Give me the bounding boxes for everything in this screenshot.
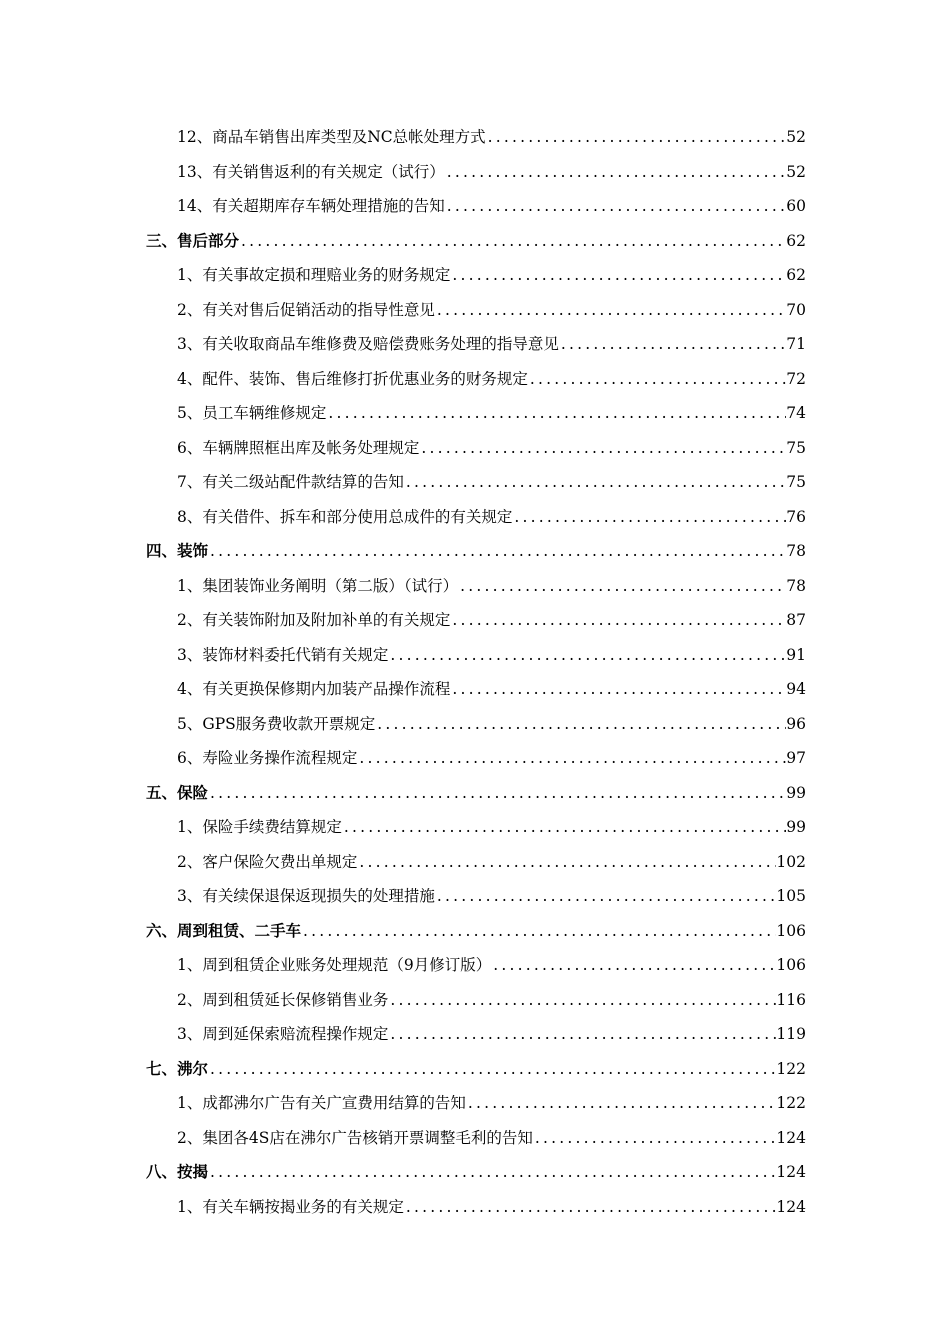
toc-item[interactable]	[146, 362, 806, 397]
toc-dot-leader	[528, 362, 786, 397]
toc-item[interactable]	[146, 603, 806, 638]
toc-page-number: 105	[776, 887, 806, 905]
toc-item-title: 4、有关更换保修期内加装产品操作流程	[177, 680, 451, 698]
toc-item-title: 6、车辆牌照框出库及帐务处理规定	[177, 438, 420, 457]
toc-item-title: 3、有关续保退保返现损失的处理措施	[177, 887, 435, 905]
toc-item[interactable]	[146, 155, 806, 190]
toc-page-number: 102	[776, 852, 806, 871]
toc-dot-leader	[326, 396, 786, 431]
toc-item-title: 5、员工车辆维修规定	[177, 404, 327, 422]
toc-dot-leader	[445, 155, 787, 190]
toc-dot-leader	[445, 189, 787, 224]
toc-item-title: 3、装饰材料委托代销有关规定	[177, 645, 389, 664]
toc-section-heading[interactable]	[146, 1052, 806, 1087]
toc-dot-leader	[491, 948, 776, 983]
toc-item-title: 8、有关借件、拆车和部分使用总成件的有关规定	[177, 507, 513, 526]
toc-item-title: 1、有关事故定损和理赔业务的财务规定	[177, 266, 451, 284]
toc-page-number: 119	[776, 1025, 806, 1043]
toc-item[interactable]	[146, 189, 806, 224]
toc-item-title: 3、周到延保索赔流程操作规定	[177, 1025, 389, 1043]
toc-page-number: 62	[786, 266, 806, 284]
toc-item-title: 12、商品车销售出库类型及NC总帐处理方式	[177, 128, 486, 146]
toc-dot-leader	[208, 534, 786, 569]
toc-item[interactable]	[146, 327, 806, 362]
toc-dot-leader	[208, 776, 786, 811]
toc-section-heading[interactable]	[146, 534, 806, 569]
toc-dot-leader	[533, 1121, 777, 1156]
toc-page-number: 124	[776, 1197, 806, 1216]
toc-page-number: 70	[786, 300, 806, 319]
toc-page-number: 74	[786, 404, 806, 422]
toc-item-title: 5、GPS服务费收款开票规定	[177, 714, 376, 733]
toc-dot-leader	[404, 1190, 777, 1225]
toc-item-title: 2、客户保险欠费出单规定	[177, 852, 358, 871]
toc-item-title: 七、沸尔	[146, 1058, 209, 1078]
toc-page-number: 97	[786, 749, 806, 767]
toc-page-number: 96	[786, 714, 806, 733]
toc-page-number: 99	[786, 783, 806, 802]
toc-dot-leader	[357, 845, 776, 880]
toc-dot-leader	[388, 1017, 776, 1052]
toc-item-title: 4、配件、装饰、售后维修打折优惠业务的财务规定	[177, 369, 528, 388]
toc-dot-leader	[458, 569, 786, 604]
toc-dot-leader	[342, 810, 786, 845]
toc-item[interactable]	[146, 569, 806, 604]
toc-item[interactable]	[146, 948, 806, 983]
toc-dot-leader	[450, 603, 786, 638]
toc-item-title: 六、周到租赁、二手车	[146, 920, 302, 940]
toc-section-heading[interactable]	[146, 1155, 806, 1190]
toc-page-number: 71	[786, 335, 806, 353]
toc-page-number: 72	[786, 369, 806, 388]
toc-item[interactable]	[146, 258, 806, 293]
toc-dot-leader	[357, 741, 786, 776]
toc-page-number: 76	[786, 507, 806, 526]
toc-item[interactable]	[146, 1121, 806, 1156]
table-of-contents	[146, 120, 806, 1224]
toc-page-number: 124	[776, 1128, 806, 1147]
toc-item[interactable]	[146, 500, 806, 535]
toc-item-title: 四、装饰	[146, 541, 209, 560]
toc-page-number: 116	[776, 990, 806, 1009]
toc-item[interactable]	[146, 120, 806, 155]
toc-page-number: 62	[786, 231, 806, 250]
toc-item[interactable]	[146, 983, 806, 1018]
toc-item-title: 13、有关销售返利的有关规定（试行）	[177, 162, 445, 181]
toc-page-number: 91	[786, 645, 806, 664]
toc-dot-leader	[301, 914, 776, 949]
toc-page-number: 78	[786, 542, 806, 560]
toc-item-title: 三、售后部分	[146, 230, 240, 250]
toc-item-title: 3、有关收取商品车维修费及赔偿费账务处理的指导意见	[177, 335, 559, 353]
toc-item-title: 14、有关超期库存车辆处理措施的告知	[177, 197, 445, 215]
toc-page-number: 99	[786, 818, 806, 836]
toc-dot-leader	[375, 707, 786, 742]
toc-dot-leader	[419, 431, 786, 466]
toc-item-title: 1、集团装饰业务阐明（第二版）（试行）	[177, 576, 459, 595]
toc-page-number: 75	[786, 473, 806, 491]
toc-item-title: 1、有关车辆按揭业务的有关规定	[177, 1197, 404, 1216]
toc-item-title: 7、有关二级站配件款结算的告知	[177, 473, 404, 491]
toc-page-number: 78	[786, 576, 806, 595]
toc-section-heading[interactable]	[146, 224, 806, 259]
toc-item-title: 2、有关装饰附加及附加补单的有关规定	[177, 611, 451, 629]
toc-page-number: 75	[786, 438, 806, 457]
toc-dot-leader	[404, 465, 786, 500]
toc-item-title: 1、周到租赁企业账务处理规范（9月修订版）	[177, 956, 492, 974]
toc-dot-leader	[559, 327, 786, 362]
toc-item[interactable]	[146, 672, 806, 707]
toc-section-heading[interactable]	[146, 914, 806, 949]
toc-page-number: 87	[786, 611, 806, 629]
toc-item-title: 五、保险	[146, 782, 209, 802]
toc-item-title: 6、寿险业务操作流程规定	[177, 749, 358, 767]
toc-item[interactable]	[146, 638, 806, 673]
toc-item-title: 1、成都沸尔广告有关广宣费用结算的告知	[177, 1094, 466, 1112]
toc-dot-leader	[512, 500, 786, 535]
toc-dot-leader	[486, 120, 787, 155]
toc-dot-leader	[466, 1086, 777, 1121]
toc-page-number: 106	[776, 921, 806, 940]
toc-dot-leader	[435, 293, 786, 328]
toc-item[interactable]	[146, 465, 806, 500]
toc-dot-leader	[435, 879, 777, 914]
toc-dot-leader	[208, 1052, 776, 1087]
toc-dot-leader	[388, 983, 776, 1018]
toc-page-number: 52	[786, 128, 806, 146]
toc-page-number: 124	[776, 1163, 806, 1181]
toc-item-title: 1、保险手续费结算规定	[177, 818, 342, 836]
toc-item-title: 2、集团各4S店在沸尔广告核销开票调整毛利的告知	[177, 1128, 533, 1147]
toc-item[interactable]	[146, 396, 806, 431]
toc-item[interactable]	[146, 810, 806, 845]
toc-dot-leader	[450, 672, 786, 707]
toc-section-heading[interactable]	[146, 776, 806, 811]
toc-item[interactable]	[146, 293, 806, 328]
toc-page-number: 122	[776, 1094, 806, 1112]
toc-page-number: 122	[776, 1059, 806, 1078]
toc-dot-leader	[450, 258, 786, 293]
toc-page-number: 60	[786, 197, 806, 215]
toc-dot-leader	[208, 1155, 776, 1190]
toc-item-title: 2、有关对售后促销活动的指导性意见	[177, 300, 435, 319]
toc-item[interactable]	[146, 741, 806, 776]
toc-item[interactable]	[146, 1086, 806, 1121]
toc-page-number: 94	[786, 680, 806, 698]
toc-item-title: 八、按揭	[146, 1162, 209, 1181]
toc-item[interactable]	[146, 1190, 806, 1225]
toc-page-number: 52	[786, 162, 806, 181]
toc-item[interactable]	[146, 707, 806, 742]
toc-item-title: 2、周到租赁延长保修销售业务	[177, 990, 389, 1009]
toc-item[interactable]	[146, 431, 806, 466]
toc-dot-leader	[388, 638, 786, 673]
toc-item[interactable]	[146, 1017, 806, 1052]
toc-page-number: 106	[776, 956, 806, 974]
toc-dot-leader	[239, 224, 786, 259]
toc-item[interactable]	[146, 845, 806, 880]
toc-item[interactable]	[146, 879, 806, 914]
